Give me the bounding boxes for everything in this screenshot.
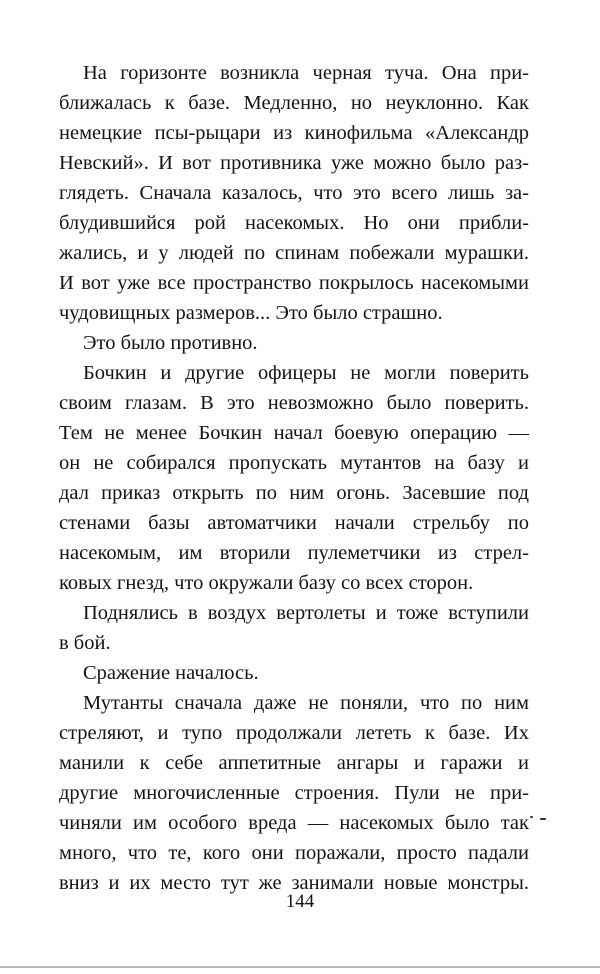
text-line: немецкие псы-рыцари из кинофильма «Александр (59, 122, 529, 144)
text-line: жались, и у людей по спинам побежали мурашки. (59, 242, 529, 264)
text-line: много, что те, кого они поражали, просто падали (59, 842, 529, 864)
scan-speck (540, 818, 546, 820)
text-line: Тем не менее Бочкин начал боевую операцию — (59, 422, 529, 444)
text-line: Это было противно. (83, 332, 258, 354)
page-edge-divider (0, 966, 600, 968)
text-line: он не собирался пропускать мутантов на базу и (59, 452, 529, 474)
text-line: И вот уже все пространство покрылось насекомыми (59, 272, 529, 294)
text-line: стенами базы автоматчики начали стрельбу по (59, 512, 529, 534)
text-line: своим глазам. В это невозможно было поверить. (59, 392, 529, 414)
text-line: другие многочисленные строения. Пули не при- (59, 782, 529, 804)
text-line: Бочкин и другие офицеры не могли поверить (83, 362, 529, 384)
text-line: стреляют, и тупо продолжали лететь к базе. Их (59, 722, 529, 744)
text-line: ковых гнезд, что окружали базу со всех сторон. (59, 572, 474, 594)
text-line: На горизонте возникла черная туча. Она при- (83, 62, 529, 84)
text-line: блудившийся рой насекомых. Но они прибли- (59, 212, 529, 234)
text-line: ближалась к базе. Медленно, но неуклонно. Как (59, 92, 529, 114)
text-line: в бой. (59, 632, 111, 654)
text-line: Мутанты сначала даже не поняли, что по ним (83, 692, 529, 714)
text-line: глядеть. Сначала казалось, что это всего лишь за- (59, 182, 529, 204)
text-line: чудовищных размеров... Это было страшно. (59, 302, 443, 324)
text-line: манили к себе аппетитные ангары и гаражи и (59, 752, 529, 774)
text-line: насекомым, им вторили пулеметчики из стрел- (59, 542, 529, 564)
scan-speck (530, 816, 533, 818)
text-line: Сражение началось. (83, 662, 259, 684)
text-line: Поднялись в воздух вертолеты и тоже вступили (83, 602, 529, 624)
text-line: дал приказ открыть по ним огонь. Засевшие под (59, 482, 529, 504)
page-number: 144 (285, 891, 315, 912)
text-line: чиняли им особого вреда — насекомых было так (59, 812, 529, 834)
text-line: Невский». И вот противника уже можно было раз- (59, 152, 529, 174)
text-line: вниз и их место тут же занимали новые монстры. (59, 872, 529, 894)
